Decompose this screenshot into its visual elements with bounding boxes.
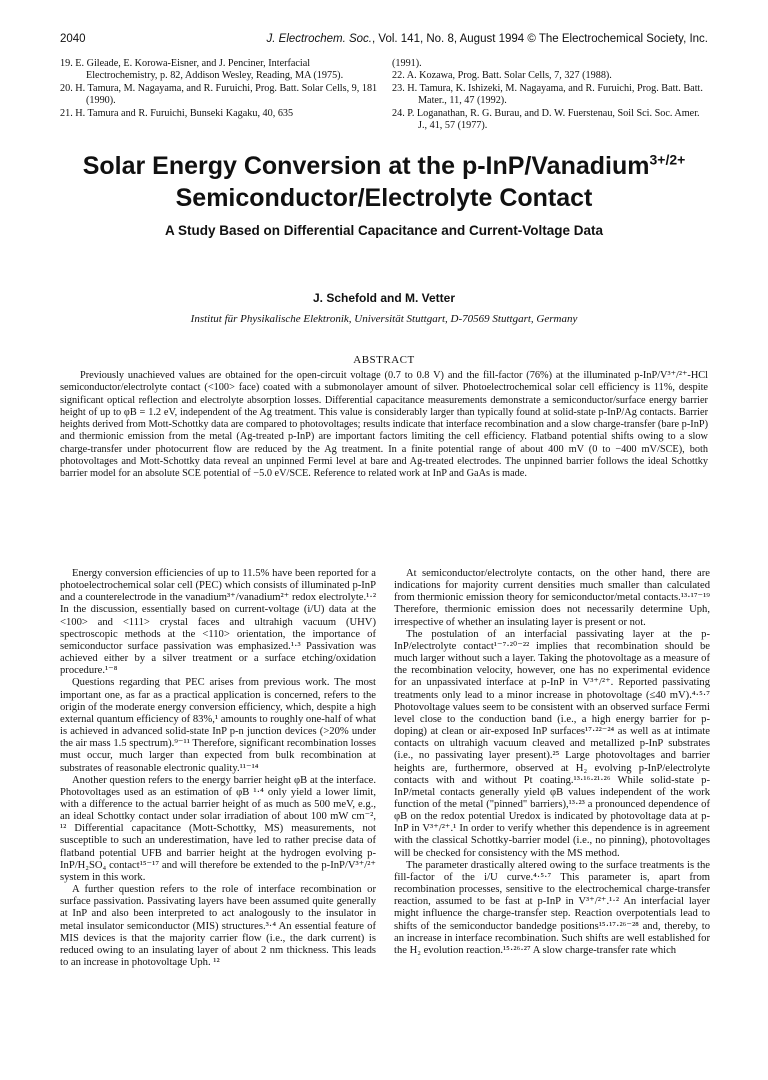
page-number: 2040 — [60, 33, 86, 45]
references-left — [60, 58, 378, 120]
paragraph: The parameter drastically altered owing to the surface treatments is the fill-factor of the i/U curve.⁴·⁵·⁷ This parameter is, apart from recombination processes, sensitive to the electrochemical charge-transfer reaction, assumed to be fast at p-InP in V³⁺/²⁺.¹·² An interfacial layer might influence the charge-transfer step. Reaction overpotentials lead to shifts of the semiconductor bandedge positions¹⁵·¹⁷·²⁶⁻²⁸ and, thereby, to an increase in interface recombination. Such shifts are well established for the H₂ evolution reaction.¹⁵·²⁶·²⁷ A slow charge-transfer rate which — [394, 859, 710, 956]
reference-item: 21. H. Tamura and R. Furuichi, Bunseki Kagaku, 40, 635 — [60, 107, 294, 119]
title-line-2: Semiconductor/Electrolyte Contact — [175, 184, 593, 212]
journal-name: J. Electrochem. Soc. — [266, 33, 373, 45]
paragraph: The postulation of an interfacial passivating layer at the p-InP/electrolyte contact¹⁻⁷·²⁰⁻²² implies that recombination should be much larger without such a layer. Taking the photovoltage as a measure of the recombination velocity, however, one has no experimental evidence for an unpassivated interface at p-InP in V³⁺/²⁺. Reported passivating treatments only lead to a minor increase in photovoltage (≤40 mV).⁴·⁵·⁷ Photovoltage values seem to be consistent with an observed surface Fermi level close to the conduction band (i.e., a high energy barrier for p-doping) at clean or air-exposed InP surfaces¹⁷·²²⁻²⁴ as well as at intimate contacts on ultrahigh vacuum cleaved and metallized p-InP substrates (i.e., no passivating layer present).²⁵ Large photovoltages and barrier heights are, furthermore, observed at H₂ evolving p-InP/electrolyte contacts with and without Pt coating.¹³·¹⁶·²¹·²⁶ While solid-state p-InP/metal contacts generally yield φB values independent of the work function of the metal ("pinned" barriers),¹³·²³ a pronounced dependence of φB on the redox potential Uredox is indicated by photovoltage data at p-InP in V³⁺/²⁺.¹ In order to verify whether this dependence is in agreement with the classical Schottky-barrier model (i.e., no pinning), photovoltages will be checked for consistency with the MS method. — [394, 628, 710, 859]
article-title — [60, 150, 708, 214]
journal-citation — [267, 33, 708, 45]
body-column-left — [60, 568, 376, 969]
reference-item: 24. P. Loganathan, R. G. Burau, and D. W. Fuerstenau, Soil Sci. Soc. Amer. J., 41, 57 (1977). — [392, 107, 700, 132]
abstract-text: Previously unachieved values are obtained for the open-circuit voltage (0.7 to 0.8 V) and the fill-factor (76%) at the illuminated p-InP/V³⁺/²⁺-HCl semiconductor/electrolyte contact (<100> face) coated with a submonolayer amount of silver. Photoelectrochemical solar cell efficiency is 11%, despite significant optical reflection and electrolyte absorption losses. Differential capacitance measurements demonstrate a semiconductor/surface energy barrier height of up to φB = 1.2 eV, independent of the Ag treatment. This value is considerably larger than typically found at solid-state p-InP/Ag contacts. Barrier heights derived from Mott-Schottky data are compared to photovoltages; results indicate that interface recombination and a slow charge-transfer (bare p-InP) and thermionic emission from the metal (Ag-treated p-InP) are important factors limiting the cell efficiency. Flatband potential shifts owing to a slow charge-transfer under photocurrent flow are reduced by the Ag treatment. In a finite potential range of about 400 mV (0 to −400 mV/SCE), both photovoltages and Mott-Schottky data reveal an unpinned Fermi level at bare and Ag-treated electrodes. The unpinned barrier follows the ideal Schottky barrier model for an absolute SCE potential of −5.0 eV/SCE. Reference to related work at InP and GaAs is made. — [60, 370, 708, 480]
title-superscript: 3+/2+ — [649, 151, 686, 168]
abstract-heading: ABSTRACT — [353, 354, 415, 366]
reference-item: 19. E. Gileade, E. Korowa-Eisner, and J. Penciner, Interfacial Electrochemistry, p. 82, Addison Wesley, Reading, MA (1975). — [60, 58, 344, 82]
paragraph: A further question refers to the role of interface recombination or surface passivation. Passivating layers have been assumed quite generally at InP and also been interpreted to act analogously to the insulator in metal insulator semiconductor (MIS) structures.³·⁴ An essential feature of MIS devices is that the majority carrier flow (i.e., the dark current) is reduced owing to an insulating layer of about 2 nm thickness. This leads to an increase in photovoltage Uph. ¹² — [60, 884, 376, 968]
title-line-1: Solar Energy Conversion at the p-InP/Vanadium — [82, 152, 650, 180]
journal-issue: , Vol. 141, No. 8, August 1994 © The Electrochemical Society, Inc. — [372, 33, 708, 45]
paragraph: Questions regarding that PEC arises from previous work. The most important one, as far as a practical application is concerned, refers to the origin of the moderate energy conversion efficiency, which, despite a high external quantum efficiency of 83%,¹ amounts to roughly one-half of what is achieved in advanced solid-state InP p-n junction devices (>20% under the air mass 1.5 spectrum).⁹⁻¹¹ Therefore, significant recombination losses must occur, much larger than expected from bulk recombination at substrates of reasonable electronic quality.¹¹⁻¹⁴ — [60, 677, 376, 774]
authors: J. Schefold and M. Vetter — [312, 291, 456, 305]
running-header — [60, 33, 708, 49]
article-subtitle: A Study Based on Differential Capacitance and Current-Voltage Data — [164, 223, 604, 238]
reference-item: 22. A. Kozawa, Prog. Batt. Solar Cells, 7, 327 (1988). — [392, 70, 612, 82]
reference-item: 23. H. Tamura, K. Ishizeki, M. Nagayama, and R. Furuichi, Prog. Batt. Batt. Mater., 11, 47 (1992). — [392, 82, 703, 107]
affiliation: Institut für Physikalische Elektronik, Universität Stuttgart, D-70569 Stuttgart, Germany — [190, 313, 578, 325]
paragraph: Another question refers to the energy barrier height φB at the interface. Photovoltages used as an estimation of φB ¹·⁴ only yield a lower limit, with a difference to the actual barrier height of as much as 500 meV, e.g., an ideal Schottky contact under solar irradiation of about 100 mW cm⁻², ¹² Differential capacitance (Mott-Schottky, MS) measurements, not susceptible to such an underestimation, have led to rather precise data of flatband potential UFB and barrier height at the hydrogen evolving p-InP/H₂SO₄ contact¹⁵⁻¹⁷ and will therefore be extended to the p-InP/V³⁺/²⁺ system in this work. — [60, 774, 376, 883]
reference-item: 20. H. Tamura, M. Nagayama, and R. Furuichi, Prog. Batt. Solar Cells, 9, 181 (1990). — [60, 82, 378, 107]
paragraph: Energy conversion efficiencies of up to 11.5% have been reported for a photoelectrochemical solar cell (PEC) which consists of illuminated p-InP and a counterelectrode in the vanadium³⁺/vanadium²⁺ redox electrolyte.¹·² In the discussion, essentially based on current-voltage (i/U) data at the <100> and <111> crystal faces and ultrahigh vacuum (UHV) spectroscopic methods at the <110> orientation, the importance of semiconductor surface passivation was emphasized.¹·³ Passivation was achieved either by a silver treatment or a surface etching/oxidation procedure.¹⁻⁸ — [60, 568, 376, 677]
reference-item: (1991). — [392, 58, 422, 69]
body-column-right — [394, 568, 710, 957]
paragraph: At semiconductor/electrolyte contacts, on the other hand, there are indications for majority current densities much smaller than calculated from thermionic emission theory for semiconductor/metal contacts.¹³·¹⁷⁻¹⁹ Therefore, thermionic emission does not necessarily determine Uph, irrespective of whether an insulating layer is present or not. — [394, 568, 710, 628]
references-right — [392, 58, 710, 132]
